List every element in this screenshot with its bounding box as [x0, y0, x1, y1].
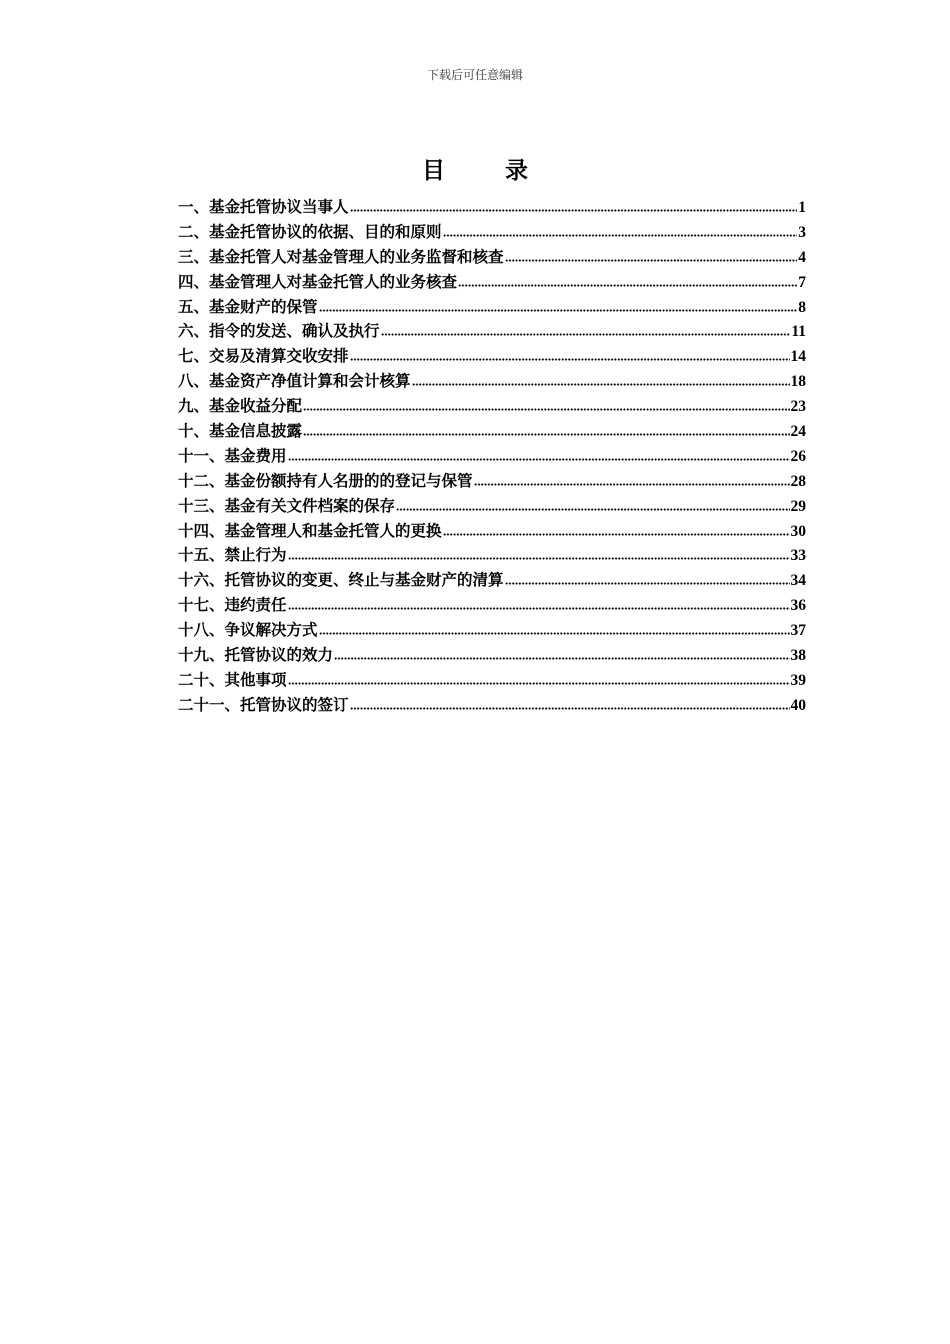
- toc-leader: [350, 353, 790, 361]
- toc-entry-page: 14: [790, 348, 806, 366]
- toc-entry-label: 七、交易及清算交收安排: [178, 347, 349, 366]
- toc-entry[interactable]: [178, 519, 806, 544]
- toc-entry[interactable]: [178, 643, 806, 668]
- toc-entry-page: 37: [790, 622, 806, 640]
- toc-leader: [350, 204, 798, 212]
- toc-leader: [288, 552, 790, 560]
- toc-leader: [303, 428, 789, 436]
- toc-entry-label: 五、基金财产的保管: [178, 297, 318, 316]
- toc-entry[interactable]: [178, 618, 806, 643]
- toc-entry-label: 九、基金收益分配: [178, 397, 303, 416]
- toc-leader: [396, 503, 789, 511]
- toc-leader: [505, 577, 790, 585]
- toc-leader: [381, 328, 791, 336]
- toc-entry-page: 30: [790, 522, 806, 540]
- toc-leader: [319, 304, 798, 312]
- toc-entry[interactable]: [178, 668, 806, 693]
- toc-entry-page: 4: [798, 248, 806, 266]
- toc-entry-page: 38: [790, 647, 806, 665]
- toc-entry[interactable]: [178, 593, 806, 618]
- toc-entry[interactable]: [178, 245, 806, 270]
- toc-entry-label: 四、基金管理人对基金托管人的业务核查: [178, 272, 458, 291]
- toc-entry-label: 十八、争议解决方式: [178, 621, 318, 640]
- toc-entry[interactable]: [178, 543, 806, 568]
- toc-entry-page: 7: [798, 273, 806, 291]
- toc-entry-page: 24: [790, 423, 806, 441]
- toc-entry-label: 十三、基金有关文件档案的保存: [178, 496, 396, 515]
- toc-title: 目 录: [421, 158, 554, 184]
- toc-entry-label: 八、基金资产净值计算和会计核算: [178, 372, 411, 391]
- toc-entry[interactable]: [178, 344, 806, 369]
- toc-entry-page: 40: [790, 696, 806, 714]
- toc-leader: [319, 627, 790, 635]
- toc-entry-label: 二十一、托管协议的签订: [178, 695, 349, 714]
- toc-entry-label: 十二、基金份额持有人名册的的登记与保管: [178, 471, 473, 490]
- toc-entry[interactable]: [178, 394, 806, 419]
- toc-entry-label: 六、指令的发送、确认及执行: [178, 322, 380, 341]
- toc-entry-label: 十、基金信息披露: [178, 422, 303, 441]
- toc-entry[interactable]: [178, 220, 806, 245]
- toc-entry-page: 39: [790, 671, 806, 689]
- toc-entry[interactable]: [178, 568, 806, 593]
- header-note: 下载后可任意编辑: [426, 68, 523, 82]
- toc-entry-label: 十六、托管协议的变更、终止与基金财产的清算: [178, 571, 504, 590]
- toc-entry-label: 二十、其他事项: [178, 670, 287, 689]
- toc-list: [178, 195, 806, 718]
- toc-entry[interactable]: [178, 469, 806, 494]
- toc-entry[interactable]: [178, 419, 806, 444]
- toc-entry-page: 23: [790, 398, 806, 416]
- toc-entry[interactable]: [178, 195, 806, 220]
- toc-entry[interactable]: [178, 295, 806, 320]
- toc-entry-page: 36: [790, 597, 806, 615]
- toc-entry[interactable]: [178, 693, 806, 718]
- toc-entry-page: 1: [798, 199, 806, 216]
- toc-entry-page: 26: [790, 447, 806, 465]
- toc-entry[interactable]: [178, 444, 806, 469]
- toc-entry-page: 3: [798, 223, 806, 241]
- toc-entry[interactable]: [178, 270, 806, 295]
- toc-entry-page: 34: [790, 572, 806, 590]
- toc-leader: [288, 602, 790, 610]
- toc-leader: [474, 478, 790, 486]
- toc-leader: [443, 528, 790, 536]
- toc-entry[interactable]: [178, 494, 806, 519]
- toc-leader: [288, 677, 790, 685]
- toc-entry-label: 十一、基金费用: [178, 446, 287, 465]
- toc-entry-label: 二、基金托管协议的依据、目的和原则: [178, 222, 442, 241]
- toc-entry-page: 29: [790, 497, 806, 515]
- toc-leader: [334, 652, 789, 660]
- toc-entry-label: 三、基金托管人对基金管理人的业务监督和核查: [178, 247, 504, 266]
- toc-leader: [505, 254, 798, 262]
- toc-entry-page: 18: [790, 373, 806, 391]
- toc-leader: [443, 229, 798, 237]
- toc-leader: [288, 453, 790, 461]
- toc-entry[interactable]: [178, 369, 806, 394]
- toc-entry-label: 十七、违约责任: [178, 596, 287, 615]
- toc-entry-page: 11: [791, 323, 806, 341]
- toc-leader: [412, 378, 790, 386]
- toc-leader: [458, 279, 797, 287]
- toc-leader: [303, 403, 789, 411]
- toc-entry-page: 28: [790, 472, 806, 490]
- toc-entry[interactable]: [178, 319, 806, 344]
- toc-entry-label: 十四、基金管理人和基金托管人的更换: [178, 521, 442, 540]
- toc-entry-page: 33: [790, 547, 806, 565]
- toc-leader: [350, 702, 790, 710]
- toc-entry-label: 十五、禁止行为: [178, 546, 287, 565]
- toc-entry-label: 一、基金托管协议当事人: [178, 198, 349, 216]
- toc-entry-label: 十九、托管协议的效力: [178, 646, 334, 665]
- toc-entry-page: 8: [798, 298, 806, 316]
